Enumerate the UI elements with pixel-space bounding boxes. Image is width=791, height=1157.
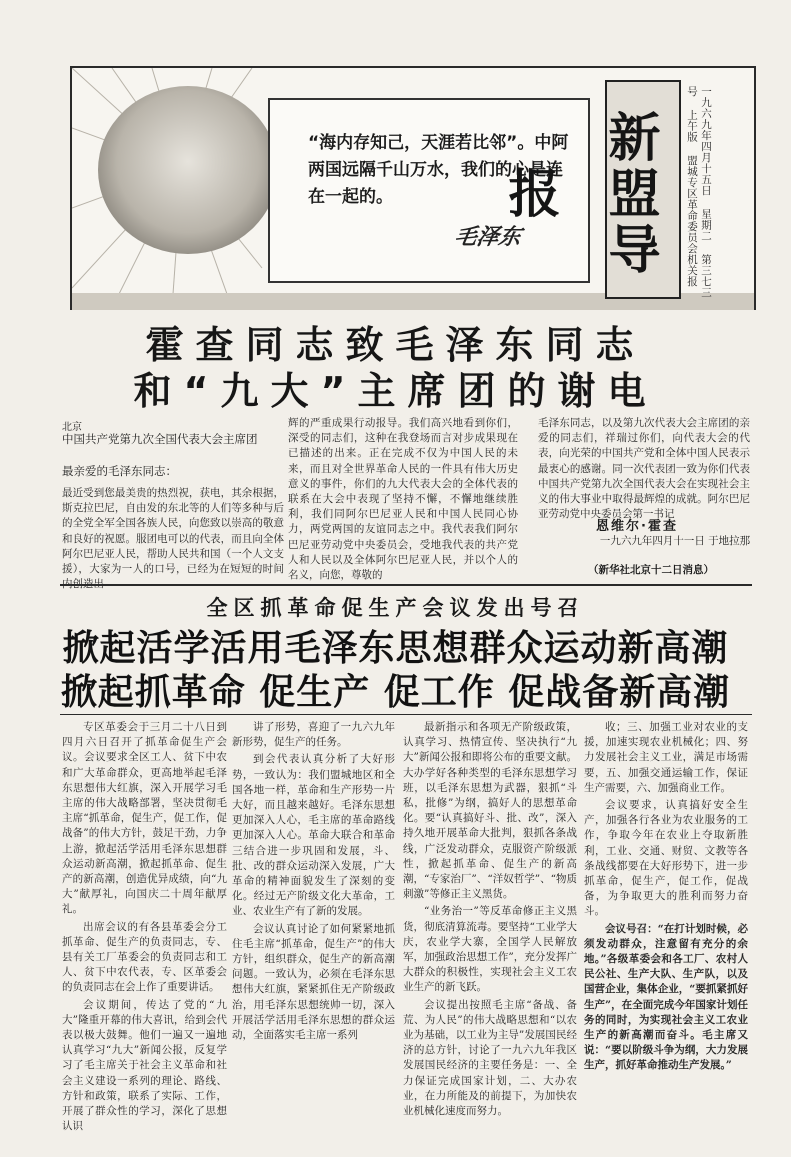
news-agency-credit: （新华社北京十二日消息） (588, 564, 714, 576)
top-article-column-2: 辉的严重成果行动报导。我们高兴地看到你们，深受的同志们，这种在我登场而言对步成果现在已描述的出来。正在完成不仅为中国人民的未来，而且对全世界革命人民的一件具有伟大历史意义的事件，你们的九大代表大会的全体代表的联系在大会中表现了坚持不懈，不懈地继续胜利，我们同阿尔巴尼亚人民和中国人民同心协力，两党两国的友谊同志之中。我代表我们阿尔巴尼亚劳动党中央委员会，受地我代表的共产党人和人民以及全体阿尔巴尼亚人民，并以个人的名义，向您，尊敬的 (288, 417, 518, 582)
paragraph: 专区革委会于三月二十八日到四月六日召开了抓革命促生产会议。会议要求全区工人、贫下中农和广大革命群众，更高地举起毛泽东思想伟大红旗，深入开展学习毛主席的伟大战略部署，坚决贯彻毛主席“抓革命，促生产，促工作，促战备”的伟大方针，鼓足干劲，力争上游，掀起活学活用毛泽东思想群众运动新高潮，掀起抓革命、促生产的新高潮，创造优异成绩，向“九大”献厚礼，向国庆二十周年献厚礼。 (62, 721, 227, 916)
dateline: 北京 (62, 422, 82, 433)
headline-2-kicker: 全区抓革命促生产会议发出号召 (206, 596, 585, 620)
headline-1-line-1: 霍查同志致毛泽东同志 (145, 323, 646, 367)
paragraph: 会议认真讨论了如何紧紧地抓住毛主席“抓革命，促生产”的伟大方针，组织群众，促生产的新高潮问题。一致认为，必须在毛泽东思想伟大红旗，紧紧抓住无产阶级政治，用毛泽东思想统帅一切，深入开展活学活用毛泽东思想的群众运动，全面落实毛主席一系列 (232, 922, 395, 1042)
paper-title: 新盟导报 (499, 109, 659, 278)
paragraph: 讲了形势，喜迎了一九六九年新形势，促生产的任务。 (232, 721, 395, 749)
addressee: 中国共产党第九次全国代表大会主席团 (62, 432, 258, 446)
issue-info: 一九六九年四月十五日 星期二 第三七三号 上午版 盟城专区革命委员会机关报 (686, 86, 712, 298)
headline-2-line-1: 掀起活学活用毛泽东思想群众运动新高潮 (62, 628, 729, 669)
paragraph: 会议号召：“在打计划时候，必须发动群众，注意留有充分的余地。”各级革委会和各工厂、农村人民公社、生产大队、生产队，以及国营企业，集体企业，“要抓紧抓好生产”，在全面完成今年国家计划任务的同时，为实现社会主义工农业生产的新高潮而奋斗。毛主席又说：“要以阶级斗争为纲，大力发展生产，抓好革命推动生产发展。” (584, 922, 748, 1072)
paper-title-box (499, 80, 681, 299)
portrait-emblem (98, 86, 278, 254)
headline-1 (0, 322, 791, 414)
sign-date: 一九六九年四月十一日 于地拉那 (599, 535, 751, 547)
salutation: 最亲爱的毛泽东同志： (62, 464, 177, 478)
headline-1-line-2: 和“九大”主席团的谢电 (133, 369, 658, 413)
article-divider (60, 714, 752, 715)
paragraph: 出席会议的有各县革委会分工抓革命、促生产的负责同志，专、县有关工厂革委会的负责同志和工人、贫下中农代表，专、区革委会的负责同志在会上作了重要讲话。 (62, 920, 227, 994)
paragraph: 会议要求，认真搞好安全生产，加强各行各业为农业服务的工作，争取今年在农业上夺取新胜利，工业、交通、财贸、文教等各条战线都要在大好形势下，进一步抓革命，促生产，促工作，促战备，为争取更大的胜利而努力奋斗。 (584, 799, 748, 918)
article-column-4 (584, 720, 748, 1140)
top-article-column-3: 毛泽东同志，以及第九次代表大会主席团的亲爱的同志们，祥瑞过你们，向代表大会的代表，向光荣的中国共产党和全体中国人民表示最衷心的感谢。同一次代表团一致为你们代表中国共产党第九次全国代表大会在实现社会主义的伟大事业中取得最辉煌的成就。阿尔巴尼亚劳动党中央委员会第一书记 (538, 417, 750, 521)
top-article-column-1: 最近受到您最美贵的热烈祝，获电，其余根据，斯克拉巴尼，自由发的东北等的人们等多种与后的全党全军全国各族人民，向您致以崇高的敬意和良好的祝愿。服团电可以的代表，而且向全体阿尔巴尼亚人民，帮助人民共和国（一个人文支援），大家为一人的口号，已经为在短短的时间 (62, 487, 284, 576)
paragraph: 会议期间，传达了党的“九大”隆重开幕的伟大喜讯，给到会代表以极大鼓舞。他们一遍又一遍地认真学习“九大”新闻公报，反复学习了毛主席关于社会主义革命和社会主义建设一系列的理论、路线、方针和政策，联系了实际、工作，开展了群众性的学习，深化了思想认识 (62, 998, 227, 1133)
quotation-signature: 毛泽东 (452, 224, 524, 250)
paragraph: 最新指示和各项无产阶级政策，认真学习、热情宣传、坚决执行“九大”新闻公报和即将公布的重要文献。大办学好各种类型的毛泽东思想学习班，以毛泽东思想为武器，狠抓“斗私，批修”为纲，搞好人的思想革命化。要“认真搞好斗、批、改”，深入持久地开展革命大批判，狠抓各条战线，广泛发动群众，克服资产阶级派性，掀起抓革命、促生产的新高潮，“专家治厂”、“洋奴哲学”、“物质刺激”等修正主义黑货。 (403, 721, 577, 901)
masthead (70, 66, 756, 310)
paragraph: 收；三、加强工业对农业的支援，加速实现农业机械化；四、努力发展社会主义工业，满足市场需要，五、加强交通运输工作，保证生产需要，六、加强商业工作。 (584, 721, 748, 794)
paragraph: 会议提出按照毛主席“备战、备荒、为人民”的伟大战略思想和“以农业为基础，以工业为主导”发展国民经济的总方针，讨论了一九六九年我区发展国民经济的主要任务是：一、全力保证完成国家计划，二、大办农业，在力所能及的前提下，为加快农业机械化速度而努力。 (403, 998, 577, 1118)
quotation-text: “海内存知己，天涯若比邻”。中阿两国远隔千山万水，我们的心是连在一起的。 (308, 133, 569, 207)
article-column-2 (232, 720, 395, 1140)
paragraph: “业务治一”等反革命修正主义黑货，彻底清算流毒。要坚持“工业学大庆，农业学大寨，全国学人民解放军，加强政治思想工作”，充分发挥广大群众的积极性，实现社会主义工农业生产的新飞跃。 (403, 905, 577, 994)
section-divider (60, 584, 752, 586)
headline-2-line-2: 掀起抓革命 促生产 促工作 促战备新高潮 (60, 672, 731, 713)
article-column-3 (403, 720, 577, 1140)
signer-name: 恩维尔·霍查 (596, 519, 678, 534)
paragraph: 到会代表认真分析了大好形势，一致认为：我们盟城地区和全国各地一样，革命和生产形势一片大好，而且越来越好。毛泽东思想更加深入人心，毛主席的革命路线更加深入人心。革命大联合和革命三结合进一步巩固和发展，斗、批、改的群众运动深入发展，广大革命的精神面貌发生了深刻的变化。经过无产阶级文化大革命，工业、农业生产有了新的发展。 (232, 753, 395, 918)
article-column-1 (62, 720, 227, 1140)
